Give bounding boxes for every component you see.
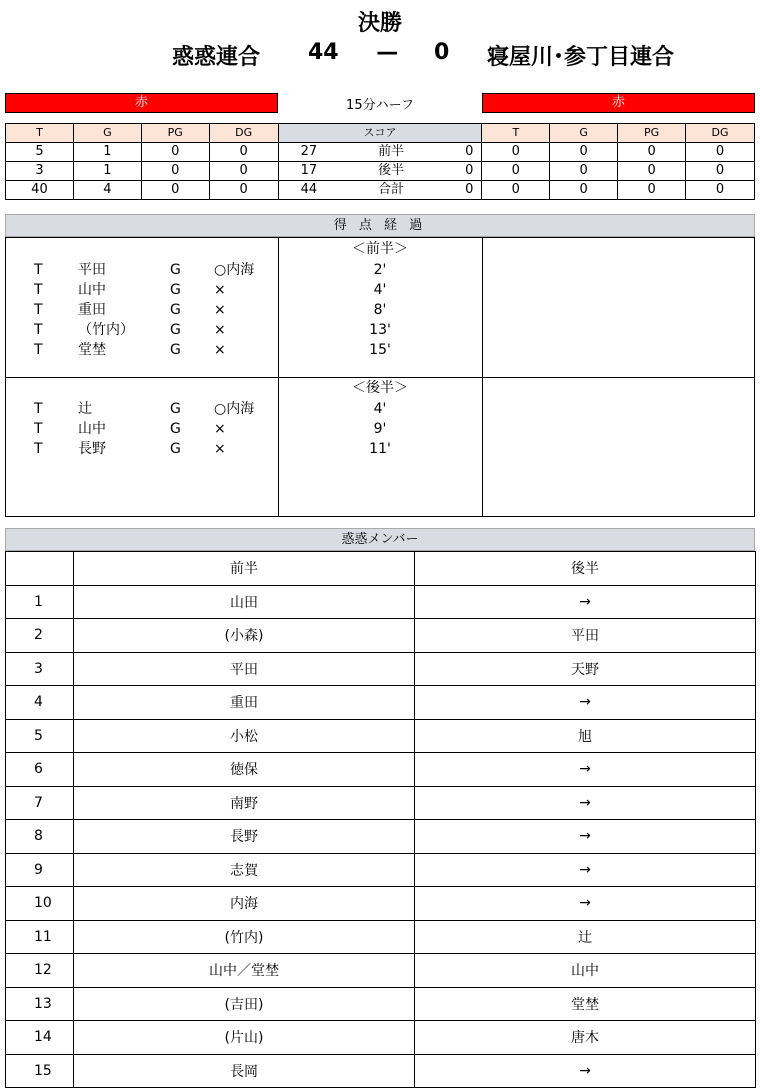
stat-cell: 0 (686, 181, 755, 200)
away-points: 0 (465, 182, 474, 197)
member-second-half: → (415, 887, 756, 921)
member-first-half: 南野 (74, 786, 415, 820)
second-half-label: ＜後半＞ (352, 380, 408, 396)
member-first-half: 徳保 (74, 753, 415, 787)
scorer-name: 平田 (78, 262, 106, 278)
scorer-name: 長野 (78, 441, 106, 457)
away-hdr-t: T (482, 124, 550, 143)
kicker-result: × (214, 421, 226, 437)
member-row (6, 786, 756, 820)
member-second-half: 辻 (415, 920, 756, 954)
stat-cell: 0 (550, 181, 618, 200)
member-first-half: 志賀 (74, 853, 415, 887)
score-type: T (34, 302, 43, 318)
score-stats-table (5, 123, 755, 200)
member-number: 4 (6, 686, 74, 720)
score-time: 15' (369, 342, 391, 358)
stat-cell: 0 (618, 162, 686, 181)
home-team-name: 惑惑連合 (172, 45, 261, 70)
home-hdr-pg: PG (141, 124, 209, 143)
stat-cell: 0 (550, 143, 618, 162)
member-number: 7 (6, 786, 74, 820)
stat-cell: 0 (482, 162, 550, 181)
stat-cell: 0 (686, 162, 755, 181)
half-label: 合計 (378, 182, 405, 197)
score-cell (278, 143, 482, 162)
member-number: 13 (6, 987, 74, 1021)
stats-row-second-half (6, 162, 755, 181)
kicker-result: × (214, 342, 226, 358)
stat-cell: 40 (6, 181, 74, 200)
stat-cell: 0 (209, 162, 278, 181)
stats-row-first-half (6, 143, 755, 162)
page-title: 決勝 (357, 11, 402, 36)
member-number: 11 (6, 920, 74, 954)
stat-cell: 0 (209, 143, 278, 162)
members-table (5, 551, 756, 1088)
score-time: 4' (373, 401, 387, 417)
score-type: T (34, 282, 43, 298)
match-format: 15分ハーフ (346, 98, 414, 113)
scoring-entry (6, 439, 482, 459)
scorer-name: 堂埜 (78, 342, 106, 358)
score-time: 2' (373, 262, 387, 278)
members-first-half-header: 前半 (74, 552, 415, 586)
member-number: 8 (6, 820, 74, 854)
stat-cell: 0 (550, 162, 618, 181)
member-second-half: 山中 (415, 954, 756, 988)
member-row (6, 619, 756, 653)
member-number: 5 (6, 719, 74, 753)
stats-row-total (6, 181, 755, 200)
away-score: 0 (433, 40, 450, 65)
member-first-half: 平田 (74, 652, 415, 686)
stat-cell: 4 (73, 181, 141, 200)
conversion-type: G (170, 401, 181, 417)
final-score (308, 40, 449, 65)
member-number: 9 (6, 853, 74, 887)
member-first-half: (小森) (74, 619, 415, 653)
member-second-half: → (415, 820, 756, 854)
member-second-half: → (415, 585, 756, 619)
score-cell (278, 162, 482, 181)
member-first-half: 重田 (74, 686, 415, 720)
home-hdr-dg: DG (209, 124, 278, 143)
member-first-half: 小松 (74, 719, 415, 753)
member-row (6, 954, 756, 988)
member-row (6, 853, 756, 887)
kicker-result: ○内海 (214, 401, 255, 417)
score-time: 8' (373, 302, 387, 318)
scoring-entry (6, 320, 482, 340)
conversion-type: G (170, 282, 181, 298)
member-row (6, 585, 756, 619)
stat-cell: 0 (686, 143, 755, 162)
stat-cell: 0 (482, 181, 550, 200)
stat-cell: 0 (141, 162, 209, 181)
home-jersey-bar: 赤 (5, 93, 278, 113)
half-label: 後半 (378, 163, 405, 178)
members-second-half-header: 後半 (415, 552, 756, 586)
stat-cell: 0 (209, 181, 278, 200)
scoring-entry (6, 340, 482, 360)
member-second-half: → (415, 786, 756, 820)
stat-cell: 0 (482, 143, 550, 162)
stat-cell: 3 (6, 162, 74, 181)
members-header-row (6, 552, 756, 586)
member-second-half: 天野 (415, 652, 756, 686)
home-points: 44 (300, 182, 318, 197)
member-second-half: → (415, 686, 756, 720)
kicker-result: × (214, 322, 226, 338)
score-type: T (34, 342, 43, 358)
member-row (6, 920, 756, 954)
away-hdr-pg: PG (618, 124, 686, 143)
member-row (6, 652, 756, 686)
scoring-entry (6, 260, 482, 280)
away-points: 0 (465, 163, 474, 178)
home-score: 44 (308, 40, 339, 65)
member-row (6, 1054, 756, 1088)
scorer-name: 山中 (78, 282, 106, 298)
scorer-name: （竹内） (78, 322, 134, 338)
member-row (6, 887, 756, 921)
conversion-type: G (170, 322, 181, 338)
member-number: 15 (6, 1054, 74, 1088)
stat-cell: 1 (73, 162, 141, 181)
score-type: T (34, 421, 43, 437)
member-second-half: 堂埜 (415, 987, 756, 1021)
scoring-progress-panel (5, 237, 755, 517)
member-first-half: (竹内) (74, 920, 415, 954)
member-row (6, 719, 756, 753)
away-team-name: 寝屋川･参丁目連合 (487, 45, 675, 70)
kicker-result: × (214, 441, 226, 457)
member-row (6, 753, 756, 787)
home-hdr-t: T (6, 124, 74, 143)
away-points: 0 (465, 144, 474, 159)
score-time: 9' (373, 421, 387, 437)
member-second-half: → (415, 753, 756, 787)
stat-cell: 0 (618, 181, 686, 200)
score-type: T (34, 441, 43, 457)
scoring-section-header: 得 点 経 過 (5, 214, 755, 237)
member-second-half: 旭 (415, 719, 756, 753)
conversion-type: G (170, 342, 181, 358)
member-first-half: (吉田) (74, 987, 415, 1021)
score-time: 13' (369, 322, 391, 338)
stat-cell: 1 (73, 143, 141, 162)
stat-cell: 0 (141, 181, 209, 200)
scorer-name: 重田 (78, 302, 106, 318)
member-number: 10 (6, 887, 74, 921)
home-points: 17 (300, 163, 318, 178)
stat-cell: 0 (618, 143, 686, 162)
member-row (6, 987, 756, 1021)
stat-cell: 5 (6, 143, 74, 162)
member-first-half: (片山) (74, 1021, 415, 1055)
score-hdr: スコア (278, 124, 482, 143)
home-points: 27 (300, 144, 318, 159)
scorer-name: 辻 (78, 401, 92, 417)
member-number: 12 (6, 954, 74, 988)
conversion-type: G (170, 262, 181, 278)
member-number: 6 (6, 753, 74, 787)
away-hdr-g: G (550, 124, 618, 143)
scoring-entry (6, 300, 482, 320)
members-section-header: 惑惑メンバー (5, 528, 755, 551)
stat-cell: 0 (141, 143, 209, 162)
scoring-entry (6, 399, 482, 419)
members-no-header (6, 552, 74, 586)
scoring-entry (6, 419, 482, 439)
score-dash: — (376, 40, 399, 65)
score-type: T (34, 262, 43, 278)
member-number: 1 (6, 585, 74, 619)
conversion-type: G (170, 302, 181, 318)
score-type: T (34, 401, 43, 417)
scorer-name: 山中 (78, 421, 106, 437)
member-first-half: 長岡 (74, 1054, 415, 1088)
member-second-half: → (415, 1054, 756, 1088)
score-type: T (34, 322, 43, 338)
half-label: 前半 (378, 144, 405, 159)
member-number: 3 (6, 652, 74, 686)
kicker-result: × (214, 302, 226, 318)
away-jersey-bar: 赤 (482, 93, 755, 113)
score-cell (278, 181, 482, 200)
score-time: 4' (373, 282, 387, 298)
member-first-half: 山田 (74, 585, 415, 619)
home-hdr-g: G (73, 124, 141, 143)
first-half-label: ＜前半＞ (352, 241, 408, 257)
member-second-half: 唐木 (415, 1021, 756, 1055)
conversion-type: G (170, 421, 181, 437)
member-row (6, 686, 756, 720)
member-first-half: 山中／堂埜 (74, 954, 415, 988)
member-first-half: 内海 (74, 887, 415, 921)
member-first-half: 長野 (74, 820, 415, 854)
stats-header-row (6, 124, 755, 143)
kicker-result: ○内海 (214, 262, 255, 278)
member-row (6, 820, 756, 854)
away-hdr-dg: DG (686, 124, 755, 143)
conversion-type: G (170, 441, 181, 457)
member-number: 2 (6, 619, 74, 653)
member-row (6, 1021, 756, 1055)
scoring-entry (6, 280, 482, 300)
member-second-half: → (415, 853, 756, 887)
kicker-result: × (214, 282, 226, 298)
score-time: 11' (369, 441, 391, 457)
member-second-half: 平田 (415, 619, 756, 653)
member-number: 14 (6, 1021, 74, 1055)
